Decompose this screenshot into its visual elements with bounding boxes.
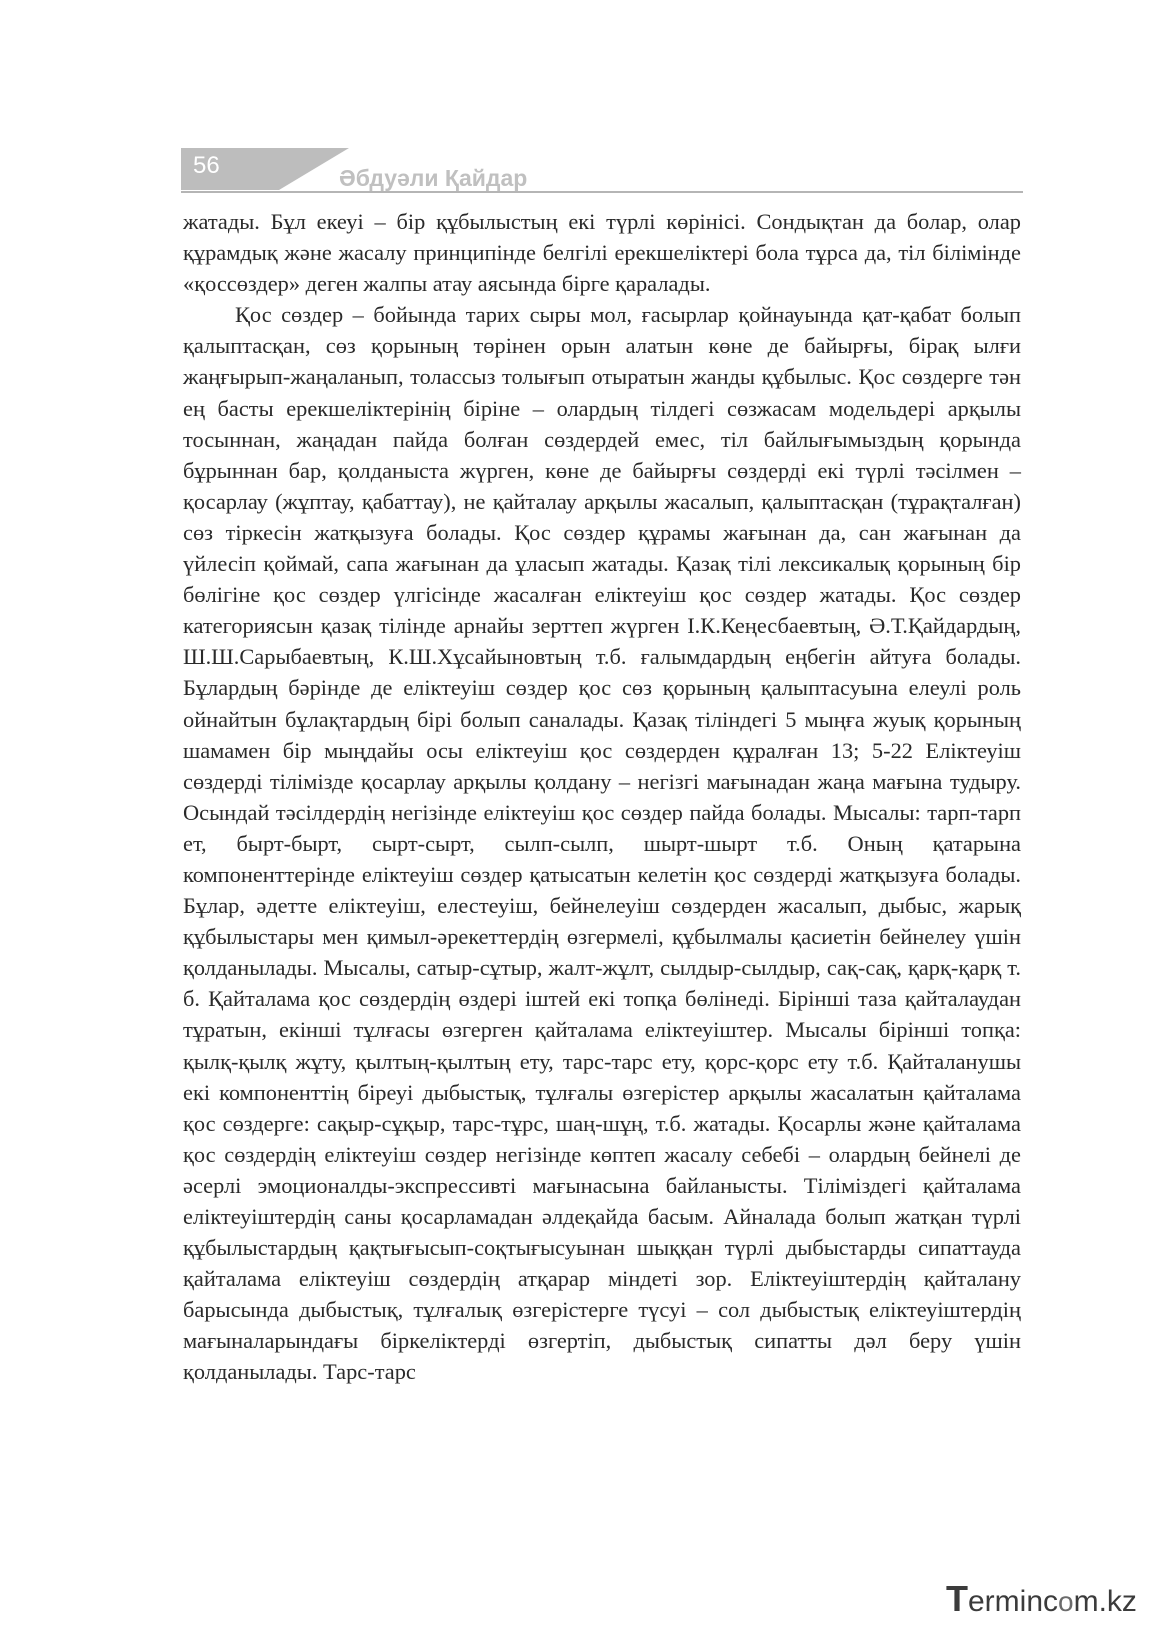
body-text bbox=[183, 206, 1021, 1388]
watermark-logo bbox=[946, 1578, 1137, 1620]
page-number: 56 bbox=[193, 152, 220, 179]
magnifier-icon: o bbox=[1058, 1586, 1074, 1617]
watermark-ermin: ermin bbox=[968, 1585, 1044, 1618]
watermark-c: c bbox=[1043, 1585, 1059, 1618]
paragraph-continued: жатады. Бұл екеуі – бір құбылыстың екі түрлі көрінісі. Сондықтан да болар, олар құрамдық және жасалу принципінде белгілі ерекшеліктері бола тұрса да, тіл білімінде «қоссөздер» деген жалпы атау аясында бірге қаралады. bbox=[183, 209, 1021, 297]
header-rule bbox=[181, 191, 1023, 193]
page-number-tab bbox=[181, 148, 279, 190]
running-title: Әбдуәли Қайдар bbox=[339, 165, 528, 191]
page-header bbox=[181, 148, 1023, 196]
paragraph: Қос сөздер – бойында тарих сыры мол, ғасырлар қойнауында қат-қабат болып қалыптасқан, сөз қорының төрінен орын алатын көне де байырғы, бірақ ылғи жаңғырып-жаңаланып, толассыз толығып отыратын жанды құбылыс. Қос сөздерге тән ең басты ерекшеліктерінің біріне – олардың тілдегі сөзжасам модельдері арқылы тосыннан, жаңадан пайда болған сөздердей емес, тіл байлығымыздың қорында бұрыннан бар, қолданыста жүрген, көне де байырғы сөздерді екі түрлі тәсілмен – қосарлау (жұптау, қабаттау), не қайталау арқылы жасалып, қалыптасқан (тұрақталған) сөз тіркесін жатқызуға болады. Қос сөздер құрамы жағынан да, сан жағынан да үйлесіп қоймай, сапа жағынан да ұласып жатады. Қазақ тілі лексикалық қорының бір бөлігіне қос сөздер үлгісінде жасалған еліктеуіш қос сөздер жатады. Қос сөздер категориясын қазақ тілінде арнайы зерттеп жүрген І.К.Кеңесбаевтың, Ә.Т.Қайдардың, Ш.Ш.Сарыбаевтың, К.Ш.Хұсайыновтың т.б. ғалымдардың еңбегін айтуға болады. Бұлардың бәрінде де еліктеуіш сөздер қос сөз қорының қалыптасуына елеулі роль ойнайтын бұлақтардың бірі болып саналады. Қазақ тіліндегі 5 мыңға жуық қорының шамамен бір мыңдайы осы еліктеуіш қос сөздерден құралған 13; 5-22 Еліктеуіш сөздерді тілімізде қосарлау арқылы қолдану – негізгі мағынадан жаңа мағына тудыру. Осындай тәсілдердің негізінде еліктеуіш қос сөздер пайда болады. Мысалы: тарп-тарп ет, бырт-бырт, сырт-сырт, сылп-сылп, шырт-шырт т.б. Оның қатарына компоненттерінде еліктеуіш сөздер қатысатын келетін қос сөздерді жатқызуға болады. Бұлар, әдетте еліктеуіш, елестеуіш, бейнелеуіш сөздерден жасалып, дыбыс, жарық құбылыстары мен қимыл-әрекеттердің өзгермелі, құбылмалы қасиетін бейнелеу үшін қолданылады. Мысалы, сатыр-сұтыр, жалт-жұлт, сылдыр-сылдыр, сақ-сақ, қарқ-қарқ т. б. Қайталама қос сөздердің өздері іштей екі топқа бөлінеді. Бірінші таза қайталаудан тұратын, екінші тұлғасы өзгерген қайталама еліктеуіштер. Мысалы бірінші топқа: қылқ-қылқ жұту, қылтың-қылтың ету, тарс-тарс ету, қорс-қорс ету т.б. Қайталанушы екі компоненттің біреуі дыбыстық, тұлғалы өзгерістер арқылы жасалатын қайталама қос сөздерге: сақыр-сұқыр, тарс-тұрс, шаң-шұң, т.б. жатады. Қосарлы және қайталама қос сөздердің еліктеуіш сөздер негізінде көптеп жасалу себебі – олардың бейнелі де әсерлі эмоционалды-экспрессивті мағынасына байланысты. Тіліміздегі қайталама еліктеуіштердің саны қосарламадан әлдеқайда басым. Айналада болып жатқан түрлі құбылыстардың қақтығысып-соқтығысуынан шыққан түрлі дыбыстарды сипаттауда қайталама еліктеуіш сөздердің атқарар міндеті зор. Еліктеуіштердің қайталану барысында дыбыстық, тұлғалық өзгерістерге түсуі – сол дыбыстық еліктеуіштердің мағыналарындағы біркеліктерді өзгертіп, дыбыстық сипатты дәл беру үшін қолданылады. Тарс-тарс bbox=[183, 302, 1021, 1385]
watermark-t: T bbox=[946, 1578, 968, 1619]
watermark-domain: m.kz bbox=[1073, 1585, 1137, 1618]
